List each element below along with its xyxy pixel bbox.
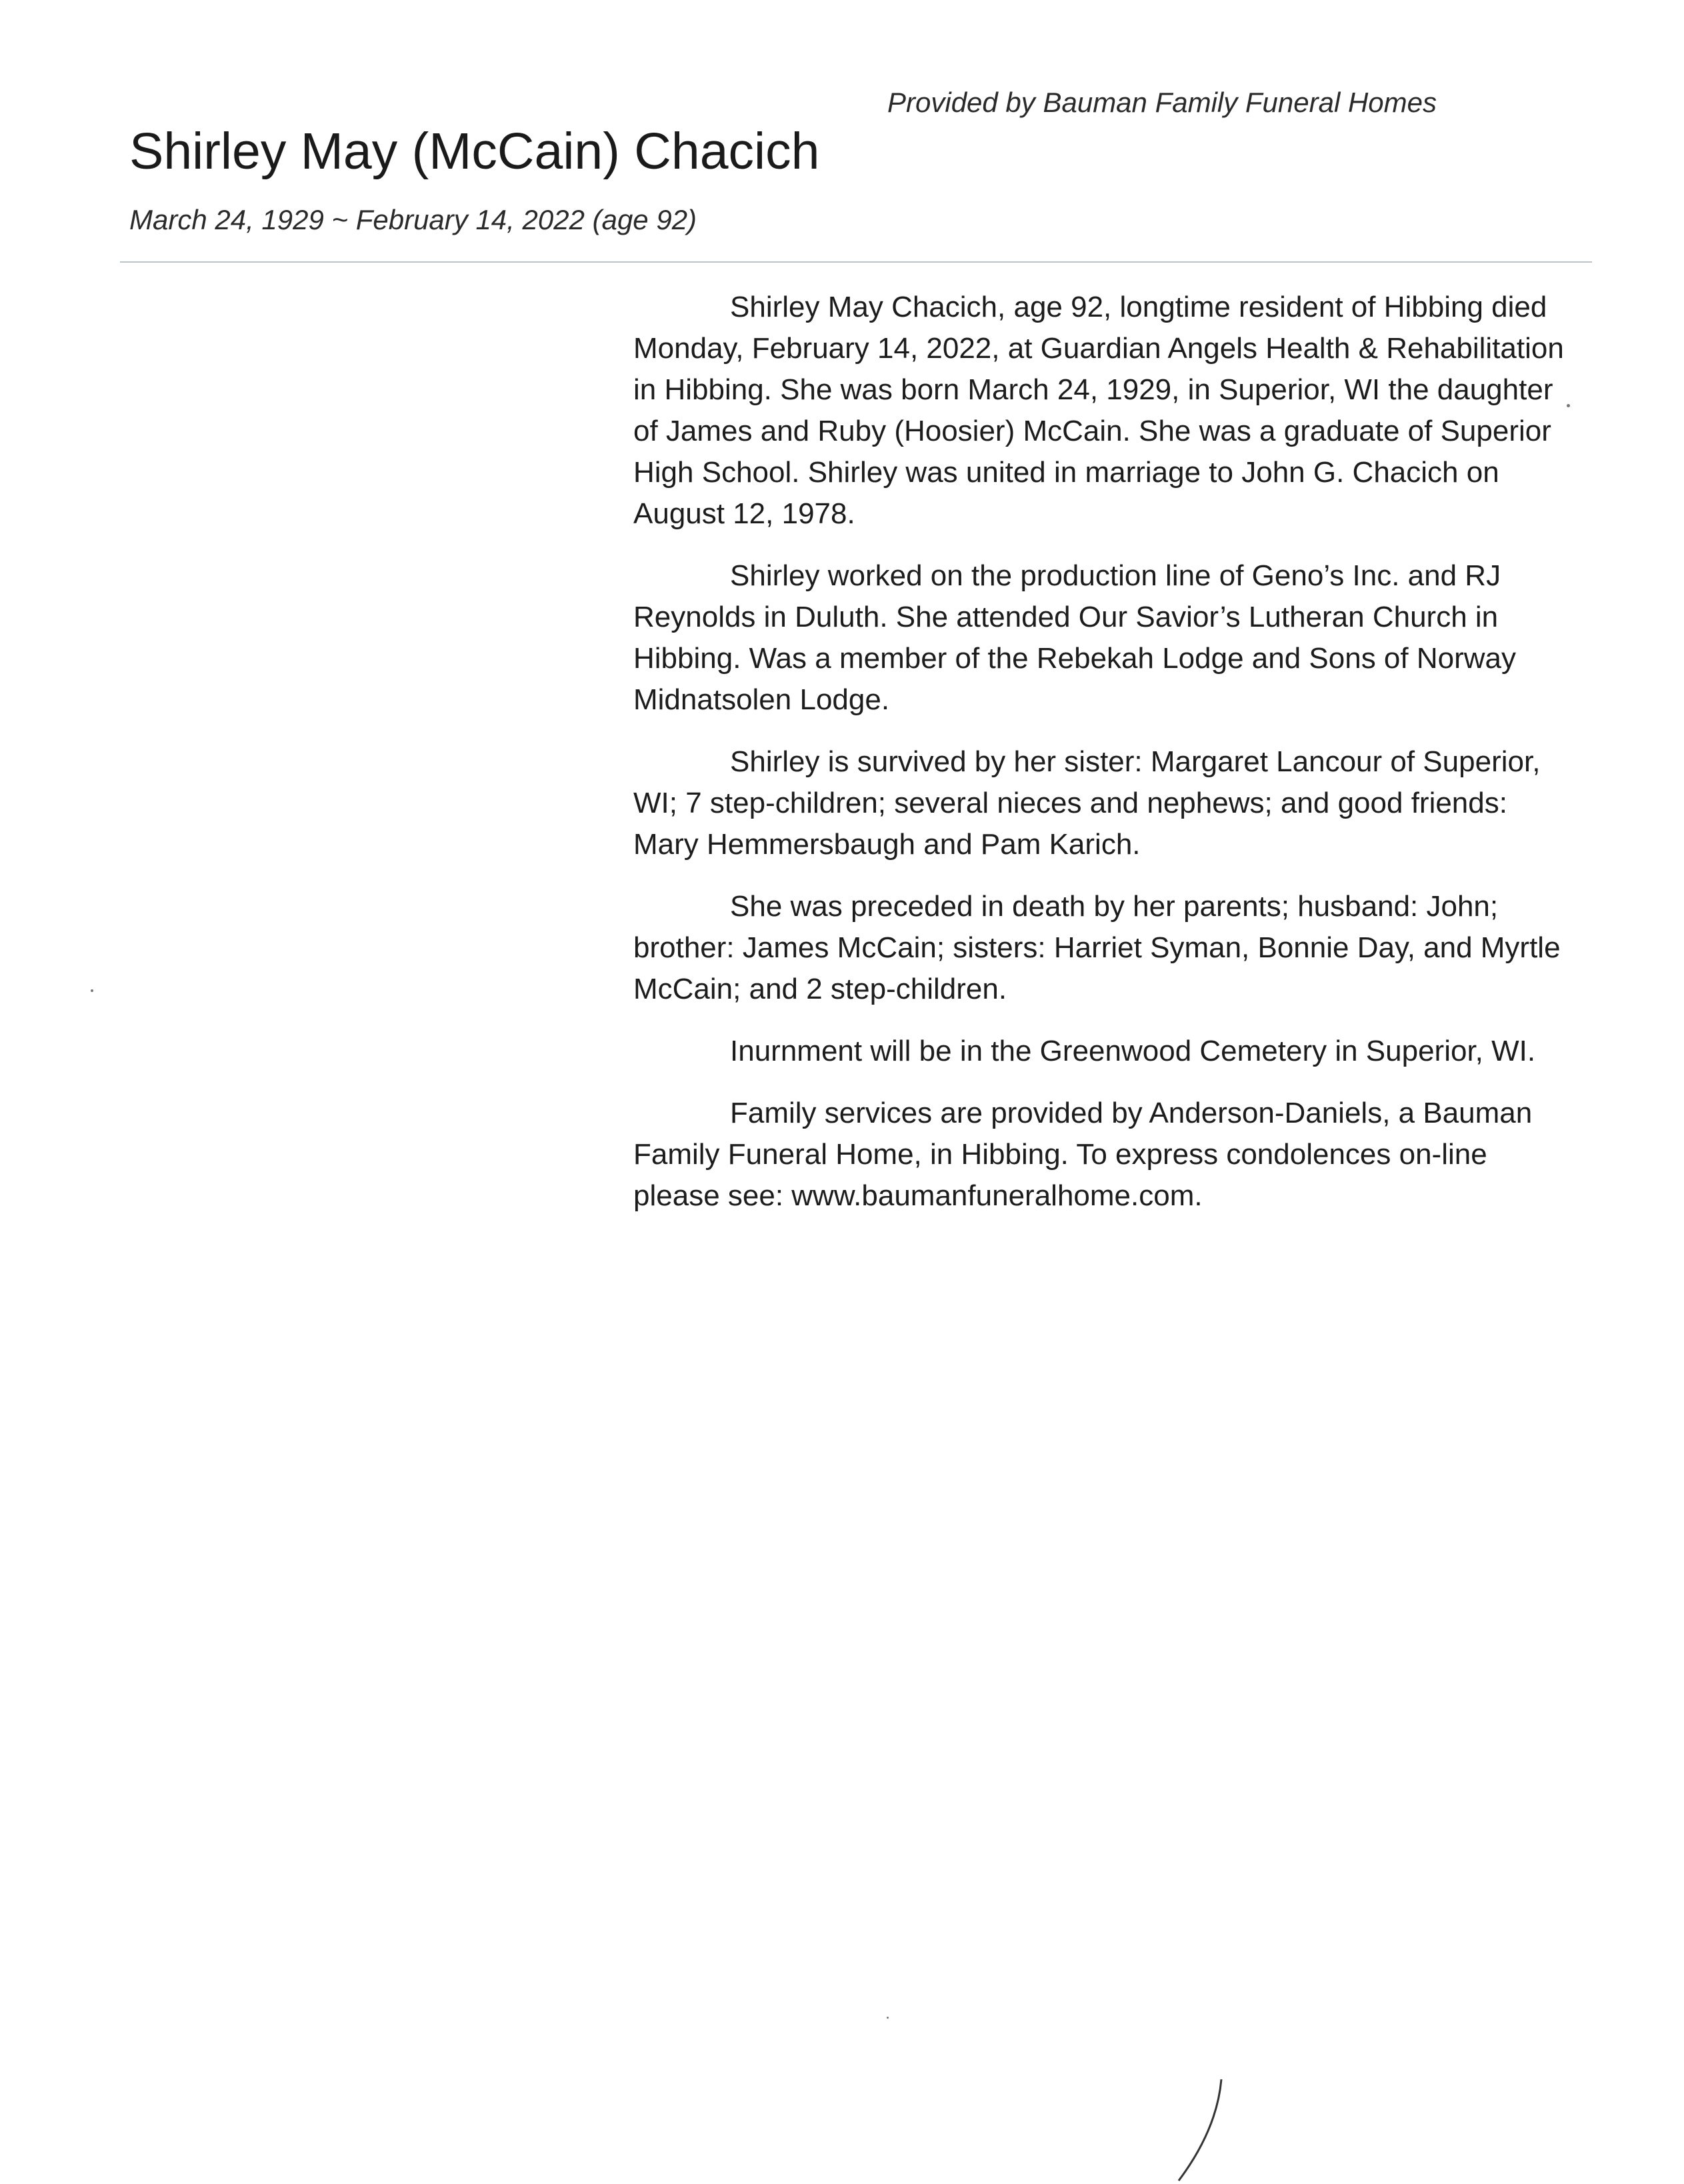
obituary-paragraph: She was preceded in death by her parents; husband: John; brother: James McCain; sisters: Harriet Syman, Bonnie Day, and Myrtle McCain; and 2 step-children. <box>633 890 1561 1005</box>
obituary-paragraph: Family services are provided by Anderson-Daniels, a Bauman Family Funeral Home, in Hibbing. To express condolences on-line please see: www.baumanfuneralhome.com. <box>633 1097 1533 1212</box>
scan-pen-mark <box>1173 2077 1227 2183</box>
provider-credit: Provided by Bauman Family Funeral Homes <box>887 87 1437 118</box>
scan-speck <box>1567 404 1570 407</box>
obituary-paragraph: Shirley worked on the production line of Geno’s Inc. and RJ Reynolds in Duluth. She attended Our Savior’s Lutheran Church in Hibbing. Was a member of the Rebekah Lodge and Sons of Norway Midnatsolen Lodge. <box>633 559 1516 716</box>
obituary-paragraph: Shirley is survived by her sister: Margaret Lancour of Superior, WI; 7 step-children; several nieces and nephews; and good friends: Mary Hemmersbaugh and Pam Karich. <box>633 745 1541 861</box>
obituary-paragraph: Inurnment will be in the Greenwood Cemetery in Superior, WI. <box>730 1035 1536 1067</box>
scan-speck <box>91 989 93 992</box>
life-dates: March 24, 1929 ~ February 14, 2022 (age 92) <box>129 204 697 235</box>
obituary-paragraph: Shirley May Chacich, age 92, longtime resident of Hibbing died Monday, February 14, 2022, at Guardian Angels Health & Rehabilitation in Hibbing. She was born March 24, 1929, in Superior, WI the daughter of James and Ruby (Hoosier) McCain. She was a graduate of Superior High School. Shirley was united in marriage to John G. Chacich on August 12, 1978. <box>633 291 1564 530</box>
header-divider <box>120 261 1592 263</box>
obituary-body <box>633 287 1580 1237</box>
scan-speck <box>887 2017 889 2019</box>
page-title: Shirley May (McCain) Chacich <box>129 123 820 180</box>
